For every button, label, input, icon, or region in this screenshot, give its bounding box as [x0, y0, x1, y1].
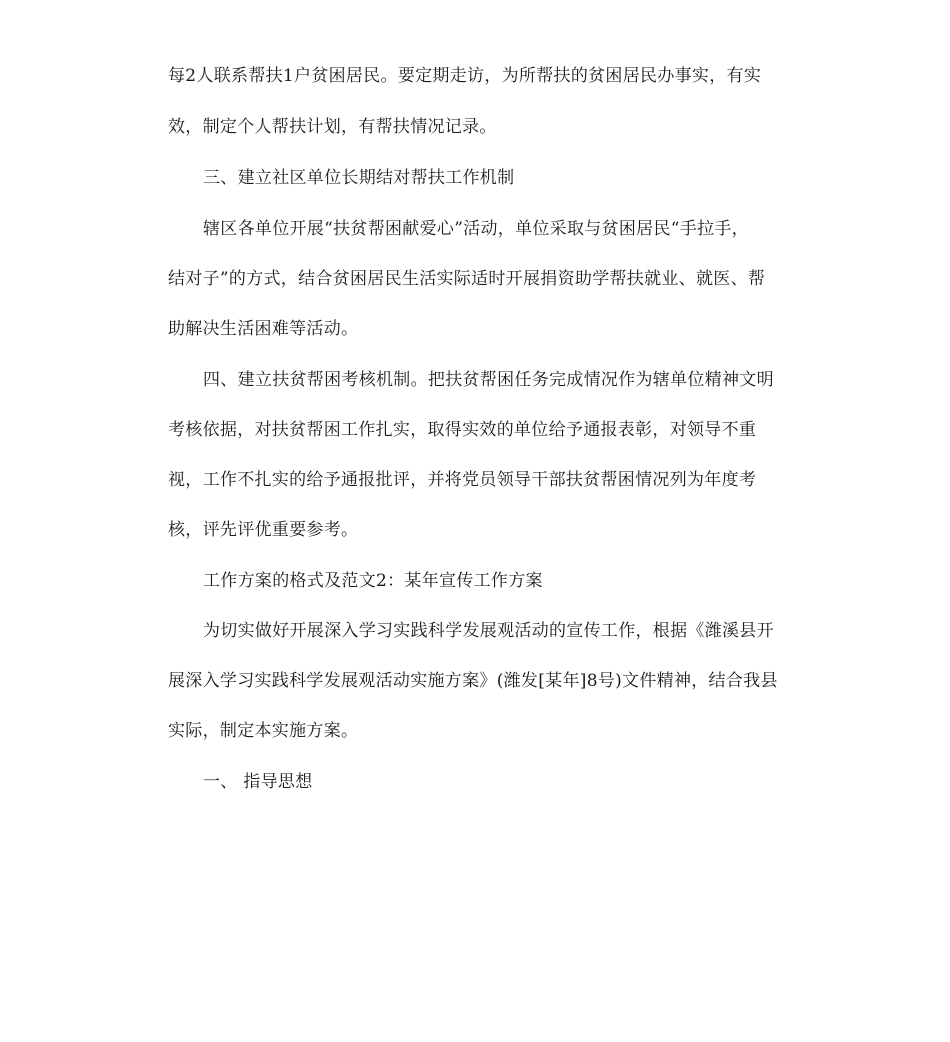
- section-heading: 三、建立社区单位长期结对帮扶工作机制: [203, 168, 515, 188]
- paragraph-line: 实际，制定本实施方案。: [168, 721, 359, 741]
- paragraph-line: 辖区各单位开展“扶贫帮困献爱心”活动，单位采取与贫困居民“手拉手，: [203, 219, 749, 239]
- paragraph-line: 效，制定个人帮扶计划，有帮扶情况记录。: [168, 117, 497, 137]
- paragraph-line: 考核依据，对扶贫帮困工作扎实，取得实效的单位给予通报表彰，对领导不重: [168, 420, 757, 440]
- paragraph-line: 结对子”的方式，结合贫困居民生活实际适时开展捐资助学帮扶就业、就医、帮: [168, 269, 766, 289]
- paragraph-line: 每2人联系帮扶1户贫困居民。要定期走访，为所帮扶的贫困居民办事实，有实: [168, 66, 762, 86]
- paragraph-line: 四、建立扶贫帮困考核机制。把扶贫帮困任务完成情况作为辖单位精神文明: [203, 370, 774, 390]
- section-heading: 工作方案的格式及范文2：某年宣传工作方案: [203, 571, 543, 591]
- paragraph-line: 助解决生活困难等活动。: [168, 319, 359, 339]
- paragraph-line: 展深入学习实践科学发展观活动实施方案》(潍发[某年]8号)文件精神，结合我县: [168, 671, 778, 691]
- section-heading: 一、 指导思想: [203, 772, 313, 792]
- paragraph-line: 为切实做好开展深入学习实践科学发展观活动的宣传工作，根据《潍溪县开: [203, 621, 774, 641]
- paragraph-line: 视，工作不扎实的给予通报批评，并将党员领导干部扶贫帮困情况列为年度考: [168, 470, 757, 490]
- paragraph-line: 核，评先评优重要参考。: [168, 520, 359, 540]
